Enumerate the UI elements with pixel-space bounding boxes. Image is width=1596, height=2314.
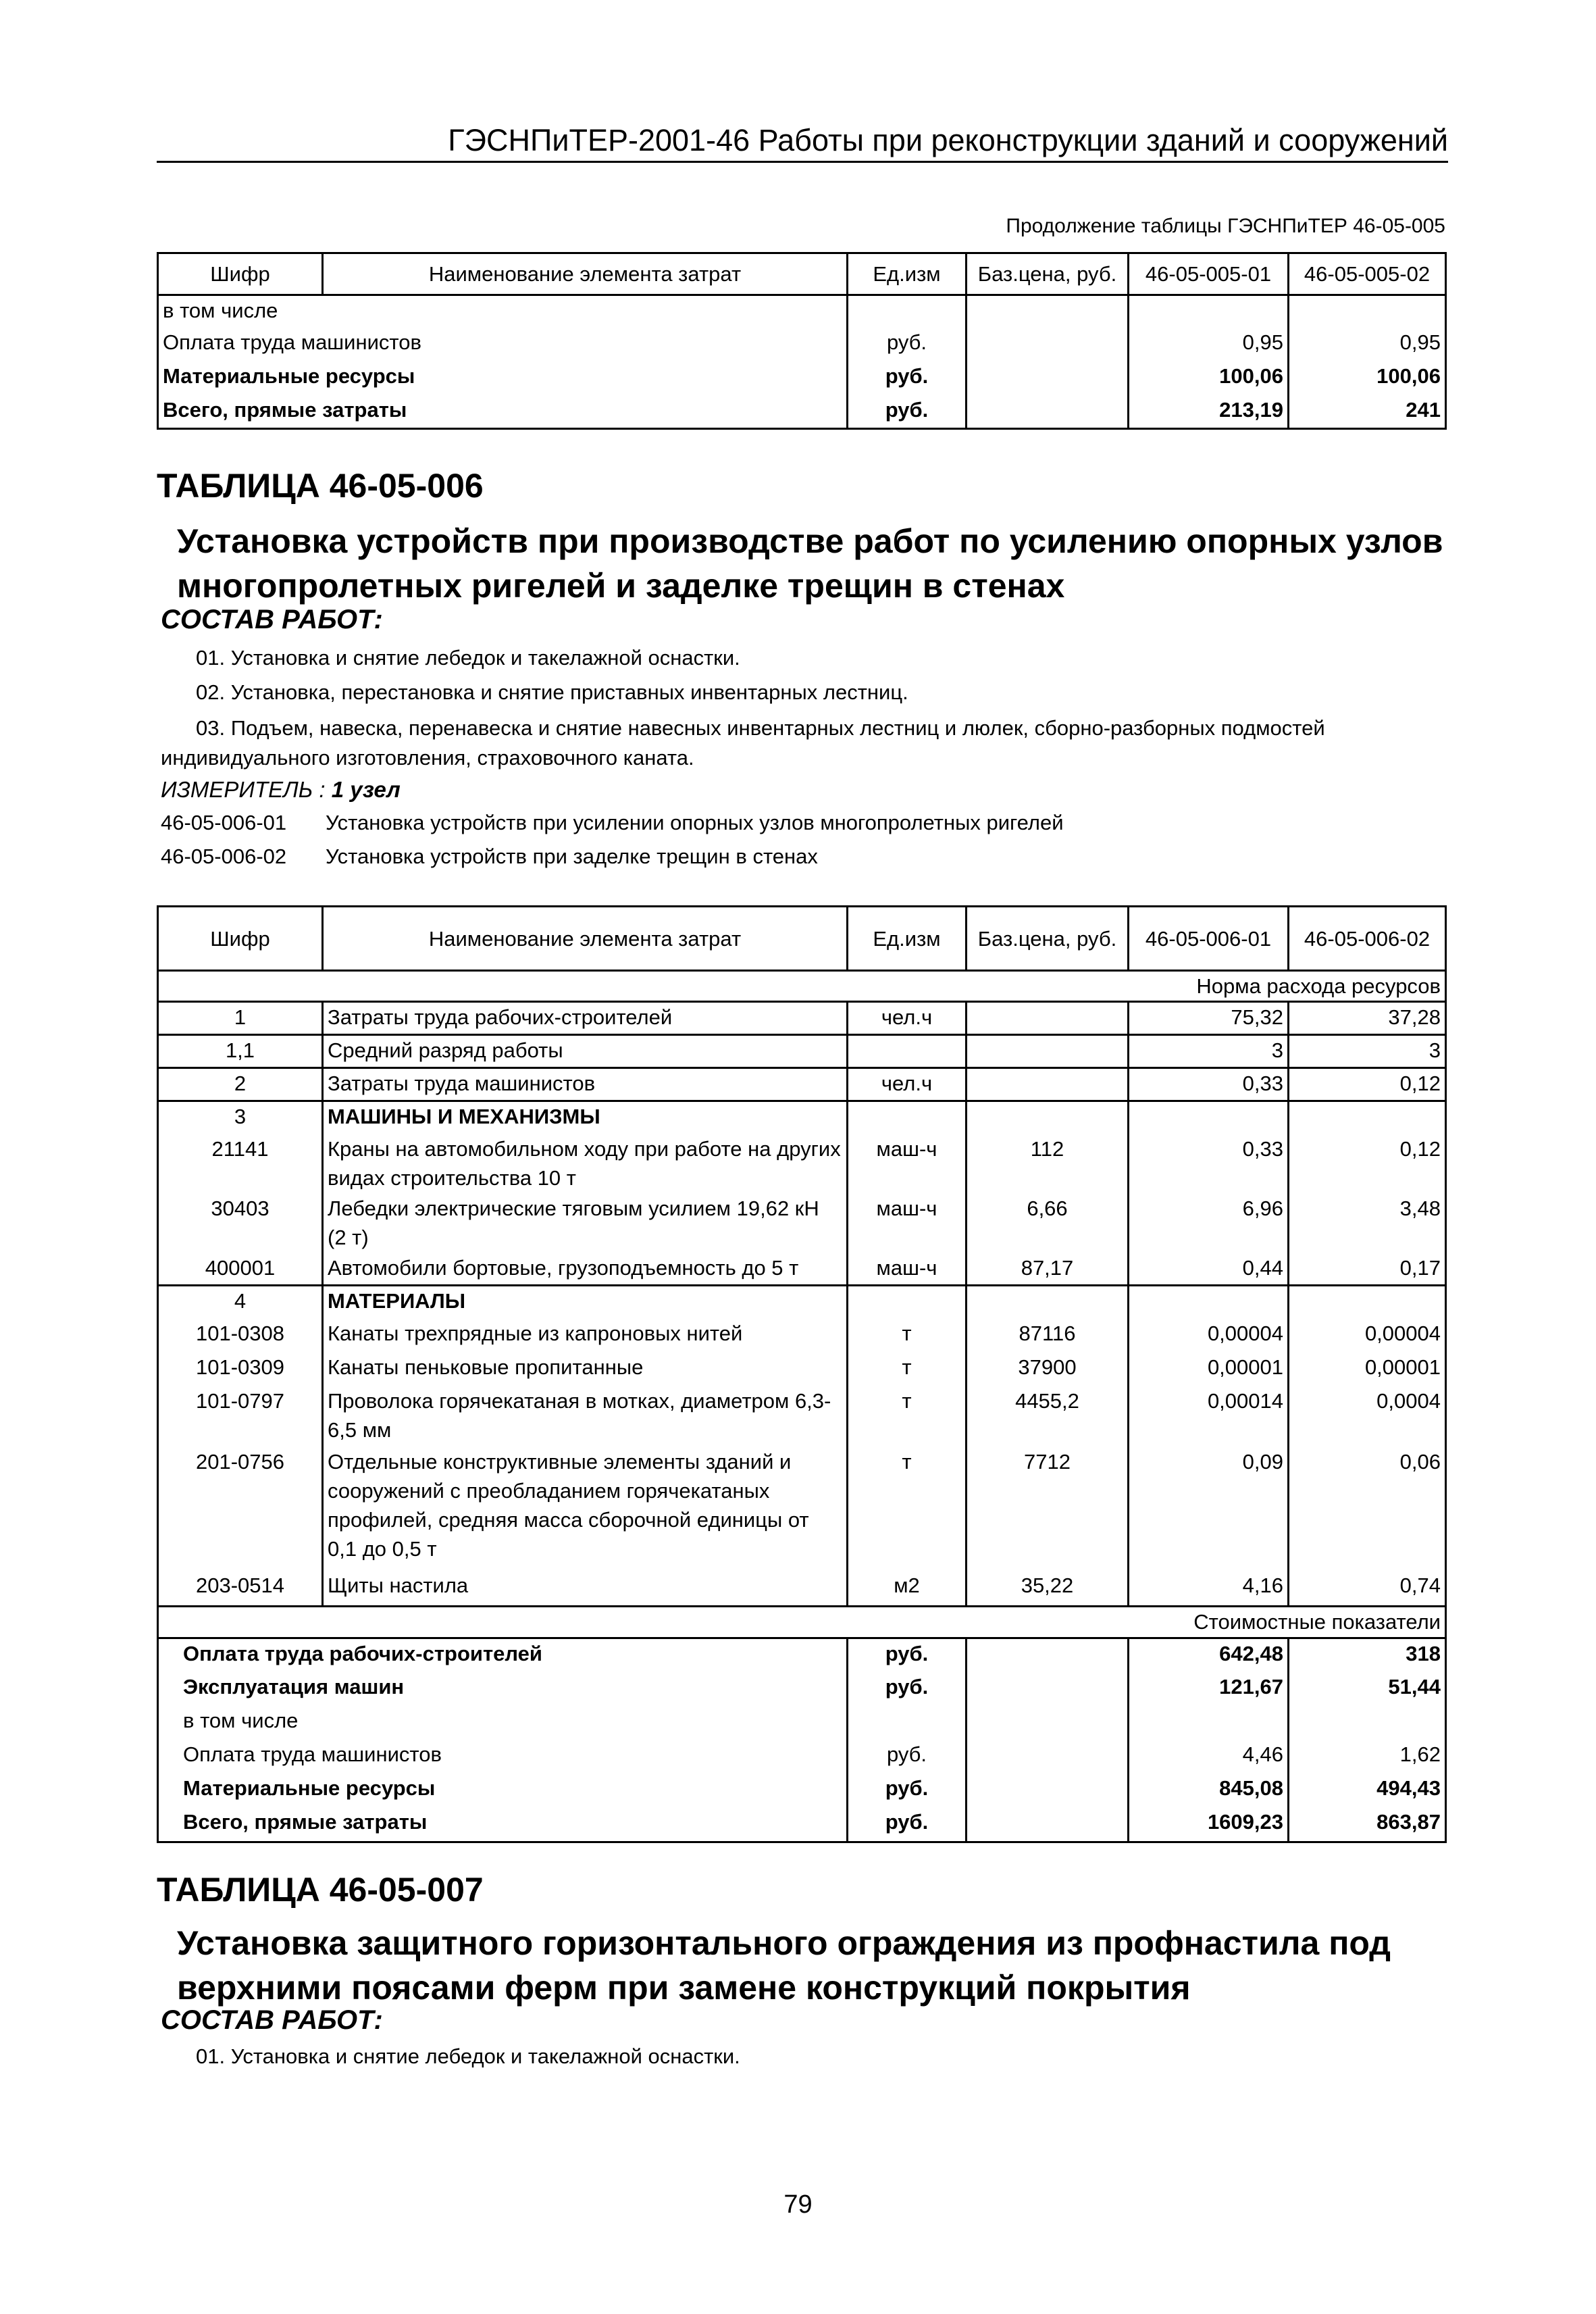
row-unit: руб.	[848, 361, 967, 395]
ref-code: 46-05-006-02	[161, 845, 287, 868]
row-value-2: 241	[1289, 395, 1446, 429]
table-row	[158, 1286, 1446, 1319]
norm-label-row	[158, 971, 1446, 1002]
header-unit: Ед.изм	[848, 253, 967, 295]
cost-label: Стоимостные показатели	[158, 1607, 1446, 1638]
cost-unit: руб.	[848, 1672, 967, 1706]
row-name: Канаты пеньковые пропитанные	[323, 1353, 848, 1386]
cost-name: Эксплуатация машин	[158, 1672, 848, 1706]
cost-row	[158, 1774, 1446, 1807]
ref-code: 46-05-006-01	[161, 811, 287, 834]
cost-value-2: 318	[1289, 1638, 1446, 1672]
row-name: Средний разряд работы	[323, 1035, 848, 1068]
row-value-1: 4,16	[1129, 1566, 1289, 1607]
row-code: 1,1	[158, 1035, 323, 1068]
page-header: ГЭСНПиТЕР-2001-46 Работы при реконструкции зданий и сооружений	[157, 120, 1448, 163]
row-code: 1	[158, 1002, 323, 1035]
row-value-1: 0,44	[1129, 1253, 1289, 1286]
table-row	[158, 1194, 1446, 1253]
row-price	[967, 1035, 1129, 1068]
row-value-2: 0,06	[1289, 1447, 1446, 1566]
table-46-05-006	[157, 905, 1447, 1843]
header-unit: Ед.изм	[848, 907, 967, 971]
ref-line	[161, 811, 1064, 835]
ref-text: Установка устройств при усилении опорных узлов многопролетных ригелей	[326, 811, 1064, 834]
row-value-2: 37,28	[1289, 1002, 1446, 1035]
measure-value: 1 узел	[331, 777, 401, 802]
measure-label: ИЗМЕРИТЕЛЬ :	[161, 777, 326, 802]
row-value-2: 0,12	[1289, 1134, 1446, 1194]
row-name: в том числе	[158, 295, 848, 328]
row-unit: чел.ч	[848, 1068, 967, 1101]
table-row	[158, 1566, 1446, 1607]
row-code: 21141	[158, 1134, 323, 1194]
row-code: 201-0756	[158, 1447, 323, 1566]
row-name: Всего, прямые затраты	[158, 395, 848, 429]
table-row	[158, 1101, 1446, 1134]
table-row	[158, 1386, 1446, 1447]
row-value-1: 0,33	[1129, 1134, 1289, 1194]
table-row	[158, 295, 1446, 328]
row-value-2: 0,74	[1289, 1566, 1446, 1607]
row-name: Отдельные конструктивные элементы зданий и сооружений с преобладанием горячекатаных профилей, средняя масса сборочной единицы от 0,1 до 0,5 т	[323, 1447, 848, 1566]
row-value-2: 0,0004	[1289, 1386, 1446, 1447]
row-name: МАШИНЫ И МЕХАНИЗМЫ	[323, 1101, 848, 1134]
cost-name: Оплата труда машинистов	[158, 1740, 848, 1774]
row-unit: маш-ч	[848, 1253, 967, 1286]
row-value-2: 0,00004	[1289, 1319, 1446, 1353]
cost-unit: руб.	[848, 1774, 967, 1807]
row-unit: т	[848, 1319, 967, 1353]
cost-label-row	[158, 1607, 1446, 1638]
row-price: 87116	[967, 1319, 1129, 1353]
table-row	[158, 1353, 1446, 1386]
row-value-1: 0,09	[1129, 1447, 1289, 1566]
work-item: 01. Установка и снятие лебедок и такелажной оснастки.	[196, 2044, 740, 2068]
header-name: Наименование элемента затрат	[323, 907, 848, 971]
row-value-1: 0,00001	[1129, 1353, 1289, 1386]
row-unit	[848, 1035, 967, 1068]
cost-value-1: 121,67	[1129, 1672, 1289, 1706]
table-description: Установка устройств при производстве работ по усилению опорных узлов многопролетных ригелей и заделке трещин в стенах	[177, 522, 1443, 605]
page-number: 79	[783, 2190, 813, 2219]
header-base-price: Баз.цена, руб.	[967, 253, 1129, 295]
cost-name: в том числе	[158, 1706, 848, 1740]
header-code: Шифр	[158, 253, 323, 295]
cost-value-1: 845,08	[1129, 1774, 1289, 1807]
cost-name: Материальные ресурсы	[158, 1774, 848, 1807]
row-code: 400001	[158, 1253, 323, 1286]
table-row	[158, 1002, 1446, 1035]
row-value-1: 75,32	[1129, 1002, 1289, 1035]
row-name: Лебедки электрические тяговым усилием 19,62 кН (2 т)	[323, 1194, 848, 1253]
row-value-1: 100,06	[1129, 361, 1289, 395]
work-item: 03. Подъем, навеска, перенавеска и снятие навесных инвентарных лестниц и люлек, сборно-разборных подмостей индивидуального изготовления, страховочного каната.	[161, 716, 1325, 770]
row-price: 35,22	[967, 1566, 1129, 1607]
row-code: 101-0308	[158, 1319, 323, 1353]
cost-unit: руб.	[848, 1740, 967, 1774]
row-name: Щиты настила	[323, 1566, 848, 1607]
row-value-2: 0,17	[1289, 1253, 1446, 1286]
row-price	[967, 1002, 1129, 1035]
work-item: 01. Установка и снятие лебедок и такелажной оснастки.	[196, 646, 740, 670]
row-unit: маш-ч	[848, 1194, 967, 1253]
row-code: 3	[158, 1101, 323, 1134]
work-composition-label: СОСТАВ РАБОТ:	[161, 2005, 383, 2035]
header-name: Наименование элемента затрат	[323, 253, 848, 295]
row-value-1: 213,19	[1129, 395, 1289, 429]
cost-row	[158, 1706, 1446, 1740]
table-row	[158, 1035, 1446, 1068]
row-unit: т	[848, 1353, 967, 1386]
ref-line	[161, 845, 818, 869]
row-unit: т	[848, 1447, 967, 1566]
row-price: 87,17	[967, 1253, 1129, 1286]
row-name: Оплата труда машинистов	[158, 328, 848, 361]
cost-value-2: 863,87	[1289, 1807, 1446, 1842]
row-code: 4	[158, 1286, 323, 1319]
table-row	[158, 328, 1446, 361]
header-code: Шифр	[158, 907, 323, 971]
measure-line	[161, 777, 401, 803]
row-value-2: 0,95	[1289, 328, 1446, 361]
table-46-05-005-continuation	[157, 252, 1447, 430]
row-name: МАТЕРИАЛЫ	[323, 1286, 848, 1319]
cost-value-1: 4,46	[1129, 1740, 1289, 1774]
cost-row	[158, 1638, 1446, 1672]
row-unit: маш-ч	[848, 1134, 967, 1194]
header-col1: 46-05-006-01	[1129, 907, 1289, 971]
row-value-1: 6,96	[1129, 1194, 1289, 1253]
row-price	[967, 1068, 1129, 1101]
row-value-2: 3,48	[1289, 1194, 1446, 1253]
table-description: Установка защитного горизонтального ограждения из профнастила под верхними поясами ферм при замене конструкций покрытия	[177, 1924, 1391, 2007]
row-name: Краны на автомобильном ходу при работе на других видах строительства 10 т	[323, 1134, 848, 1194]
cost-value-1: 642,48	[1129, 1638, 1289, 1672]
row-code: 2	[158, 1068, 323, 1101]
table-row	[158, 1068, 1446, 1101]
cost-unit: руб.	[848, 1638, 967, 1672]
row-unit: м2	[848, 1566, 967, 1607]
table-row	[158, 361, 1446, 395]
row-value-2: 3	[1289, 1035, 1446, 1068]
row-value-1: 0,95	[1129, 328, 1289, 361]
row-price: 112	[967, 1134, 1129, 1194]
cost-name: Оплата труда рабочих-строителей	[158, 1638, 848, 1672]
table-row	[158, 1447, 1446, 1566]
table-title: ТАБЛИЦА 46-05-006	[157, 467, 484, 505]
row-name: Материальные ресурсы	[158, 361, 848, 395]
header-col2: 46-05-006-02	[1289, 907, 1446, 971]
row-price: 4455,2	[967, 1386, 1129, 1447]
table-title: ТАБЛИЦА 46-05-007	[157, 1871, 484, 1909]
table-row	[158, 1319, 1446, 1353]
row-code: 101-0797	[158, 1386, 323, 1447]
table-continuation-note: Продолжение таблицы ГЭСНПиТЕР 46-05-005	[1006, 215, 1445, 237]
cost-row	[158, 1672, 1446, 1706]
work-composition-label: СОСТАВ РАБОТ:	[161, 605, 383, 634]
cost-unit: руб.	[848, 1807, 967, 1842]
cost-name: Всего, прямые затраты	[158, 1807, 848, 1842]
row-value-1: 3	[1129, 1035, 1289, 1068]
header-col2: 46-05-005-02	[1289, 253, 1446, 295]
row-value-1: 0,33	[1129, 1068, 1289, 1101]
row-price: 7712	[967, 1447, 1129, 1566]
row-name: Канаты трехпрядные из капроновых нитей	[323, 1319, 848, 1353]
cost-value-2: 51,44	[1289, 1672, 1446, 1706]
header-col1: 46-05-005-01	[1129, 253, 1289, 295]
table-row	[158, 1253, 1446, 1286]
row-value-2: 0,00001	[1289, 1353, 1446, 1386]
row-unit: чел.ч	[848, 1002, 967, 1035]
row-value-2: 100,06	[1289, 361, 1446, 395]
header-base-price: Баз.цена, руб.	[967, 907, 1129, 971]
row-value-2: 0,12	[1289, 1068, 1446, 1101]
norm-label: Норма расхода ресурсов	[158, 971, 1446, 1002]
row-code: 101-0309	[158, 1353, 323, 1386]
work-item: 02. Установка, перестановка и снятие приставных инвентарных лестниц.	[196, 680, 908, 704]
cost-value-2: 1,62	[1289, 1740, 1446, 1774]
row-price: 37900	[967, 1353, 1129, 1386]
cost-row	[158, 1740, 1446, 1774]
row-name: Затраты труда машинистов	[323, 1068, 848, 1101]
row-value-1: 0,00004	[1129, 1319, 1289, 1353]
cost-value-1: 1609,23	[1129, 1807, 1289, 1842]
cost-value-2: 494,43	[1289, 1774, 1446, 1807]
row-code: 203-0514	[158, 1566, 323, 1607]
table-row	[158, 1134, 1446, 1194]
row-code: 30403	[158, 1194, 323, 1253]
row-name: Автомобили бортовые, грузоподъемность до 5 т	[323, 1253, 848, 1286]
table-row	[158, 395, 1446, 429]
row-price: 6,66	[967, 1194, 1129, 1253]
row-value-1: 0,00014	[1129, 1386, 1289, 1447]
row-unit: т	[848, 1386, 967, 1447]
row-name: Затраты труда рабочих-строителей	[323, 1002, 848, 1035]
cost-row	[158, 1807, 1446, 1842]
ref-text: Установка устройств при заделке трещин в стенах	[326, 845, 818, 868]
row-unit: руб.	[848, 395, 967, 429]
row-unit: руб.	[848, 328, 967, 361]
row-name: Проволока горячекатаная в мотках, диаметром 6,3-6,5 мм	[323, 1386, 848, 1447]
